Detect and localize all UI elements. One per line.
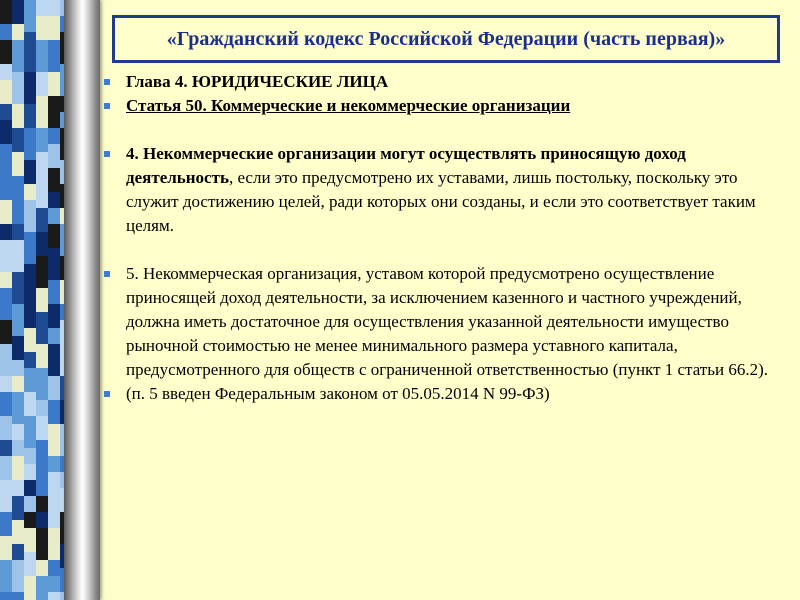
mosaic-tile (36, 96, 48, 128)
mosaic-tile (48, 560, 60, 576)
decorative-pillar (64, 0, 100, 600)
mosaic-tile (0, 64, 12, 80)
mosaic-tile (48, 304, 60, 328)
mosaic-tile (36, 16, 48, 40)
mosaic-tile (12, 72, 24, 104)
mosaic-tile (24, 32, 36, 56)
mosaic-tile (48, 144, 60, 168)
mosaic-tile (24, 0, 36, 32)
mosaic-tile (24, 216, 36, 232)
mosaic-tile (0, 416, 12, 440)
mosaic-tile (36, 440, 48, 464)
mosaic-tile (0, 200, 12, 224)
bullet-icon (104, 151, 110, 157)
mosaic-tile (24, 264, 36, 280)
chapter-heading: Глава 4. ЮРИДИЧЕСКИЕ ЛИЦА (126, 72, 389, 91)
mosaic-tile (24, 416, 36, 448)
mosaic-tile (24, 280, 36, 304)
list-item-note (104, 382, 784, 406)
mosaic-tile (48, 592, 60, 600)
mosaic-tile (12, 376, 24, 392)
mosaic-tile (36, 512, 48, 528)
mosaic-tile (24, 512, 36, 528)
mosaic-tile (36, 208, 48, 232)
mosaic-tile (12, 424, 24, 440)
mosaic-tile (12, 176, 24, 192)
mosaic-tile (36, 152, 48, 184)
mosaic-tile (36, 400, 48, 416)
mosaic-tile (48, 248, 60, 280)
mosaic-tile (24, 496, 36, 512)
mosaic-tile (12, 440, 24, 456)
mosaic-tile (36, 40, 48, 72)
mosaic-tile (0, 320, 12, 344)
mosaic-tile (48, 472, 60, 504)
mosaic-tile (0, 512, 12, 536)
bullet-icon (104, 79, 110, 85)
mosaic-tile (48, 280, 60, 304)
mosaic-tile (24, 448, 36, 464)
mosaic-tile (36, 496, 48, 512)
mosaic-tile (36, 184, 48, 208)
mosaic-tile (36, 592, 48, 600)
mosaic-tile (24, 304, 36, 328)
mosaic-tile (48, 224, 60, 248)
mosaic-tile (0, 496, 12, 512)
mosaic-tile (0, 440, 12, 456)
mosaic-tile (0, 376, 12, 392)
mosaic-tile (36, 368, 48, 400)
mosaic-tile (12, 336, 24, 360)
mosaic-tile (48, 424, 60, 456)
list-item-paragraph-5 (104, 262, 784, 382)
mosaic-tile (0, 288, 12, 320)
mosaic-tile (36, 416, 48, 440)
mosaic-tile (24, 184, 36, 200)
list-item-chapter (104, 70, 784, 94)
mosaic-tile (48, 504, 60, 528)
mosaic-tile (12, 456, 24, 480)
mosaic-tile (12, 520, 24, 544)
mosaic-tile (24, 328, 36, 352)
mosaic-tile (48, 16, 60, 40)
mosaic-tile (0, 480, 12, 496)
mosaic-tile (0, 272, 12, 288)
bullet-icon (104, 103, 110, 109)
mosaic-tile (24, 232, 36, 264)
mosaic-tile (24, 392, 36, 416)
mosaic-tile (48, 40, 60, 72)
mosaic-tile (0, 392, 12, 416)
mosaic-tile (48, 456, 60, 472)
bullet-icon (104, 391, 110, 397)
mosaic-tile (36, 576, 48, 592)
mosaic-tile (12, 192, 24, 224)
mosaic-tile (48, 208, 60, 224)
mosaic-tile (12, 304, 24, 336)
mosaic-tile (24, 200, 36, 216)
mosaic-tile (36, 344, 48, 368)
mosaic-tile (12, 360, 24, 376)
paragraph-4-rest: , если это предусмотрено их уставами, лишь постольку, поскольку это служит достижению целей, ради которых они созданы, и если это соответствует таким целям. (126, 168, 756, 235)
list-item-paragraph-4 (104, 142, 784, 238)
title-box (112, 15, 780, 63)
mosaic-tile (12, 152, 24, 176)
mosaic-tile (0, 240, 12, 272)
mosaic-tile (0, 456, 12, 480)
mosaic-tile (0, 168, 12, 200)
mosaic-tile (48, 344, 60, 376)
mosaic-tile (24, 104, 36, 128)
mosaic-tile (36, 560, 48, 576)
mosaic-tile (24, 552, 36, 576)
mosaic-tile (48, 328, 60, 344)
mosaic-tile (0, 120, 12, 144)
mosaic-tile (0, 344, 12, 376)
mosaic-tile (48, 528, 60, 560)
mosaic-tile (0, 592, 12, 600)
mosaic-tile (12, 0, 24, 24)
mosaic-tile (48, 128, 60, 144)
mosaic-tile (48, 192, 60, 208)
mosaic-tile (36, 128, 48, 152)
mosaic-tile (24, 128, 36, 160)
mosaic-tile (12, 560, 24, 592)
mosaic-tile (24, 56, 36, 72)
mosaic-tile (0, 80, 12, 104)
mosaic-tile (0, 224, 12, 240)
mosaic-tile (24, 352, 36, 368)
mosaic-tile (12, 104, 24, 128)
mosaic-tile (0, 40, 12, 64)
mosaic-tile (12, 224, 24, 240)
mosaic-tile (36, 256, 48, 288)
mosaic-tile (24, 160, 36, 184)
mosaic-tile (36, 232, 48, 256)
mosaic-tile (0, 104, 12, 120)
mosaic-tile (24, 88, 36, 104)
mosaic-tile (24, 480, 36, 496)
spacer (104, 118, 784, 142)
mosaic-tile (24, 464, 36, 480)
mosaic-tile (36, 0, 48, 16)
content-area (104, 70, 784, 406)
mosaic-tile (0, 144, 12, 168)
mosaic-tile (0, 24, 12, 40)
mosaic-tile (48, 72, 60, 96)
mosaic-tile (24, 576, 36, 600)
mosaic-tile (36, 528, 48, 560)
mosaic-tile (24, 528, 36, 552)
mosaic-tile (48, 576, 60, 592)
mosaic-tile (24, 368, 36, 392)
paragraph-5: 5. Некоммерческая организация, уставом которой предусмотрено осуществление приносящей доход деятельности, за исключением казенного и частного учреждений, должна иметь достаточное для осуществления указанной деятельности имущество рыночной стоимостью не менее минимального размера уставного капитала, предусмотренного для обществ с ограниченной ответственностью (пункт 1 статьи 66.2). (126, 264, 768, 379)
paragraph-4-bold: 4. Некоммерческие организации могут осуществлять приносящую доход деятельность (126, 144, 686, 187)
mosaic-tile (12, 128, 24, 152)
mosaic-tile (48, 400, 60, 424)
mosaic-tile (12, 240, 24, 272)
mosaic-tile (0, 0, 12, 24)
mosaic-tile (12, 24, 24, 40)
mosaic-tile (12, 392, 24, 424)
mosaic-tile (48, 168, 60, 192)
amendment-note: (п. 5 введен Федеральным законом от 05.05.2014 N 99-ФЗ) (126, 384, 550, 403)
mosaic-tile (0, 560, 12, 592)
bullet-icon (104, 271, 110, 277)
mosaic-tile (48, 0, 60, 16)
mosaic-tile (12, 496, 24, 520)
mosaic-tile (48, 96, 60, 128)
mosaic-tile (48, 376, 60, 400)
mosaic-tile (12, 272, 24, 304)
mosaic-tile (36, 288, 48, 312)
spacer (104, 238, 784, 262)
mosaic-tile (36, 464, 48, 496)
mosaic-tile (0, 536, 12, 560)
mosaic-tile (12, 592, 24, 600)
slide-title: «Гражданский кодекс Российской Федерации (часть первая)» (166, 27, 726, 50)
mosaic-tile (24, 72, 36, 88)
article-heading: Статья 50. Коммерческие и некоммерческие организации (126, 96, 571, 115)
mosaic-tile (12, 40, 24, 72)
mosaic-tile (12, 480, 24, 496)
mosaic-tile (36, 312, 48, 344)
mosaic-tile (12, 544, 24, 560)
list-item-article (104, 94, 784, 118)
mosaic-tile (36, 72, 48, 96)
